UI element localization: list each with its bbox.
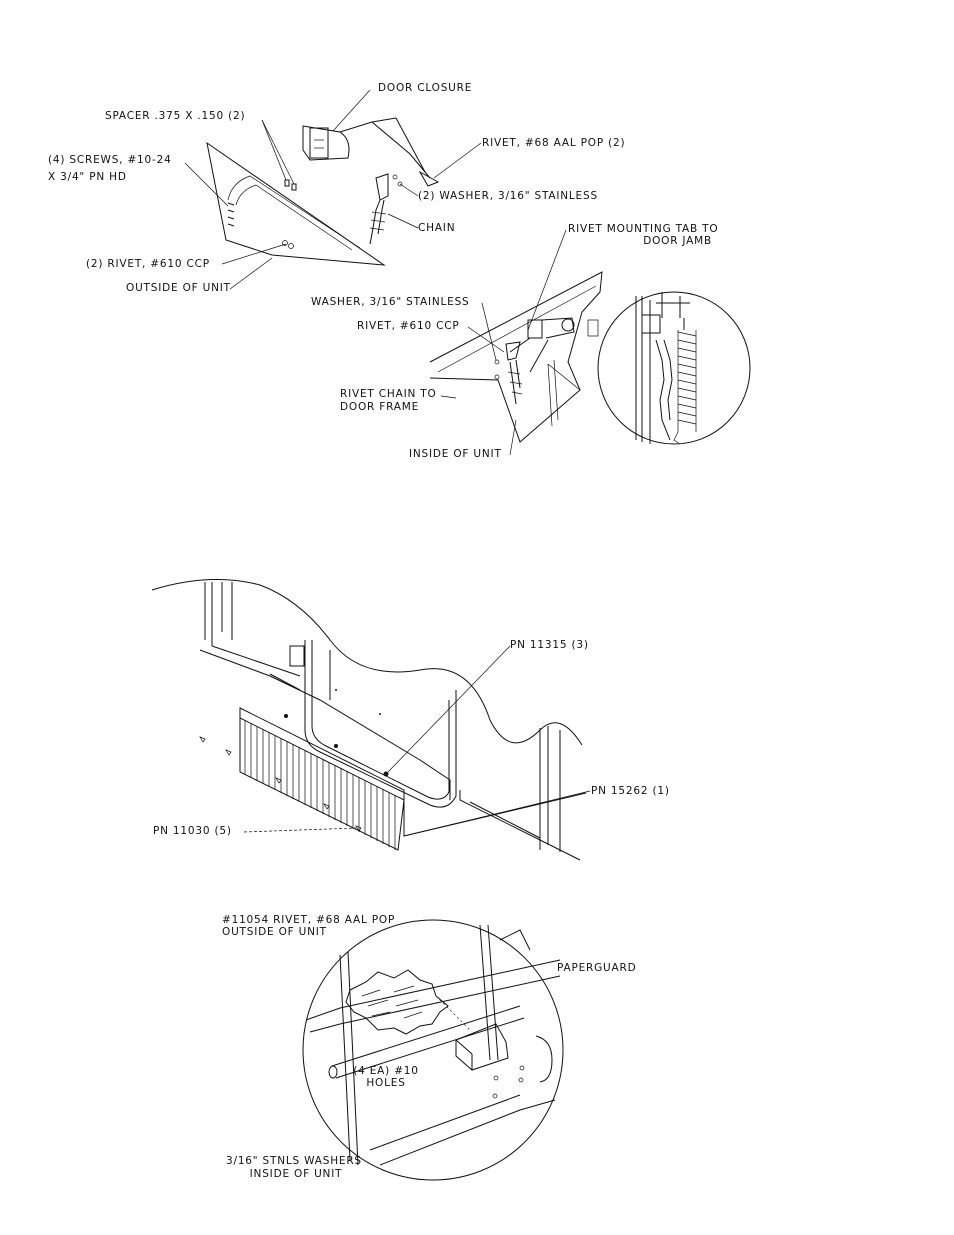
label-rivet-chain-line1: RIVET CHAIN TO (340, 388, 437, 400)
label-pn-11315: PN 11315 (3) (510, 639, 589, 651)
label-washers-line2: INSIDE OF UNIT (249, 1168, 343, 1180)
label-rivet-tab-line1: RIVET MOUNTING TAB TO (568, 223, 719, 235)
label-rivet-ccp: RIVET, #610 CCP (357, 320, 460, 332)
label-rivet-chain-line2: DOOR FRAME (340, 401, 420, 413)
label-chain: CHAIN (418, 222, 456, 234)
spring (674, 330, 696, 444)
paperguard-detail-circle (303, 920, 563, 1180)
chain-detail (636, 292, 696, 444)
label-washer-stainless: WASHER, 3/16" STAINLESS (311, 296, 470, 308)
label-holes-line2: HOLES (366, 1077, 406, 1089)
door-closure (303, 118, 438, 186)
label-pn-15262: PN 15262 (1) (591, 785, 670, 797)
label-rivet-pop: RIVET, #68 AAL POP (2) (482, 137, 626, 149)
label-spacer: SPACER .375 X .150 (2) (105, 110, 246, 122)
inside-chain-mount-drawing (430, 230, 750, 455)
label-outside-of-unit: OUTSIDE OF UNIT (126, 282, 231, 294)
cutaway-edge (152, 580, 582, 745)
label-washer-stainless-2: (2) WASHER, 3/16" STAINLESS (418, 190, 598, 202)
label-inside-of-unit: INSIDE OF UNIT (409, 448, 502, 460)
screws (228, 203, 234, 226)
chain-detail-circle (598, 292, 750, 444)
label-holes-line1: (4 EA) #10 (353, 1065, 419, 1077)
brush-sweep-drawing (152, 580, 590, 860)
brush-sweep (240, 708, 404, 850)
label-rivet-outside-line1: #11054 RIVET, #68 AAL POP (222, 914, 396, 926)
paperguard-detail-drawing (303, 920, 563, 1180)
label-washers-line1: 3/16" STNLS WASHERS (226, 1155, 362, 1167)
label-screws-line2: X 3/4" PN HD (48, 171, 127, 183)
label-rivet-tab-line2: DOOR JAMB (643, 235, 712, 247)
label-screws-line1: (4) SCREWS, #10-24 (48, 154, 172, 166)
label-door-closure: DOOR CLOSURE (378, 82, 473, 94)
label-pn-11030: PN 11030 (5) (153, 825, 232, 837)
label-rivet-outside-line2: OUTSIDE OF UNIT (222, 926, 327, 938)
paperguard-sheet (346, 970, 448, 1034)
chain (370, 174, 388, 244)
label-rivet-ccp-2: (2) RIVET, #610 CCP (86, 258, 210, 270)
label-paperguard: PAPERGUARD (557, 962, 637, 974)
